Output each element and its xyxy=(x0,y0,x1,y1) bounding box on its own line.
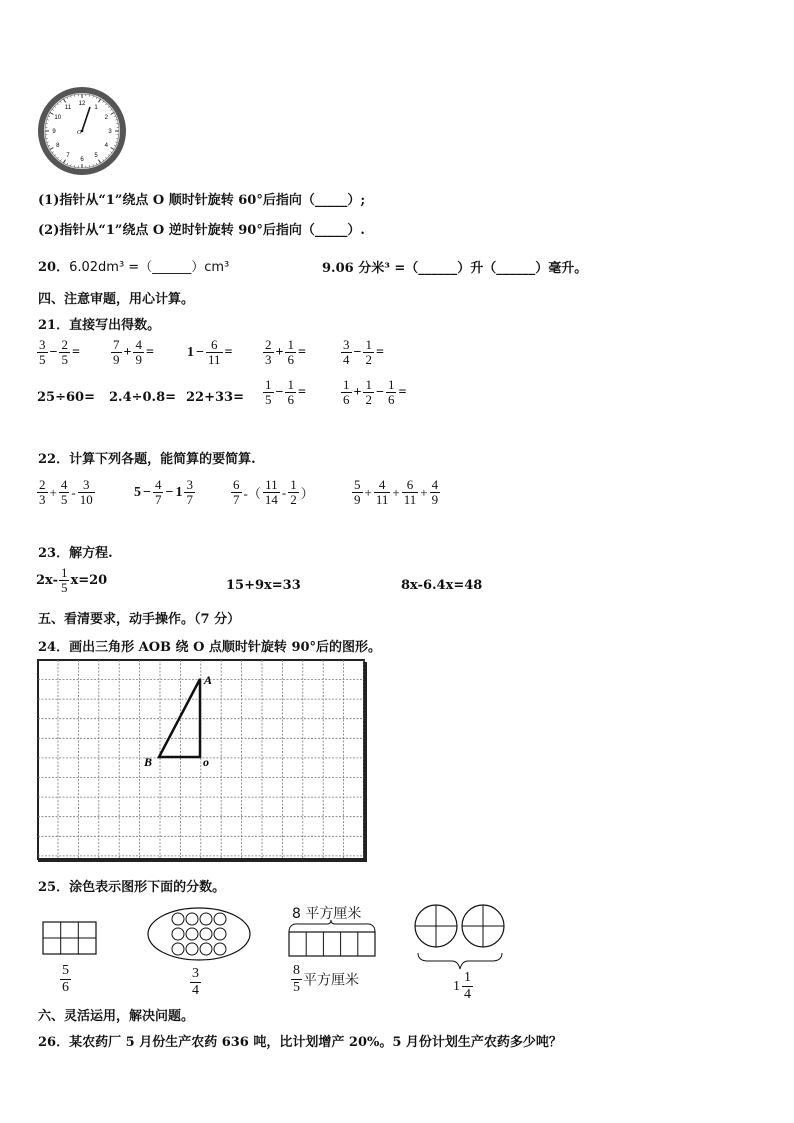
clock-center-label: O xyxy=(77,130,82,136)
q24-title: 24．画出三角形 AOB 绕 O 点顺时针旋转 90°后的图形。 xyxy=(38,640,382,655)
q26-text: 26．某农药厂 5 月份生产农药 636 吨，比计划增产 20%。5 月份计划生产农药多少吨？ xyxy=(38,1035,562,1050)
q21-r1-e1: $\frac{3}{5}$ − $\frac{2}{5}$ = xyxy=(39,337,80,367)
q25-two-circles xyxy=(414,903,508,978)
clock-number: 10 xyxy=(54,115,62,121)
q21-r2-e1: 25÷60= xyxy=(37,390,95,405)
clock-figure xyxy=(37,86,127,176)
q21-r1-e5: $\frac{3}{4}$ − $\frac{1}{2}$ = xyxy=(343,337,384,367)
ellipse-circle xyxy=(214,913,226,925)
q19-part1: (1)指针从“1”绕点 O 顺时针旋转 60°后指向（_____）; xyxy=(38,193,366,208)
q21-r2-e2: 2.4÷0.8= xyxy=(109,390,177,405)
clock-number: 7 xyxy=(66,153,70,160)
q25-rect-grid xyxy=(42,921,98,957)
clock-number: 4 xyxy=(104,143,108,149)
q23-title: 23．解方程. xyxy=(38,546,113,561)
q23-e2: 15+9x=33 xyxy=(226,578,301,593)
q20-a-unit: dm³ =（______）cm³ xyxy=(98,260,230,275)
clock-number: 11 xyxy=(64,104,72,111)
q25-f3-fraction: $\frac{8}{5}$ 平方厘米 xyxy=(293,963,359,995)
ellipse-circle xyxy=(200,943,212,955)
q23-e3: 8x-6.4x=48 xyxy=(401,578,483,593)
q22-e4: $\frac{5}{9}$ + $\frac{4}{11}$ + $\frac{6}{11}$ + $\frac{4}{9}$ xyxy=(354,477,439,507)
q22-e3: $\frac{6}{7}$ -（ $\frac{11}{14}$ - $\frac{1}{2}$ ） xyxy=(233,477,314,507)
ellipse-circle xyxy=(200,913,212,925)
q21-title: 21．直接写出得数。 xyxy=(38,318,161,333)
ellipse-circle xyxy=(214,928,226,940)
q25-bar-with-brace xyxy=(287,920,377,960)
ellipse-circle xyxy=(214,943,226,955)
point-a-label: A xyxy=(204,673,213,687)
clock-number: 12 xyxy=(78,101,86,107)
q25-f3-top-label: 8 平方厘米 xyxy=(292,906,362,922)
clock-number: 5 xyxy=(94,153,98,160)
q23-e1: 2x- $\frac{1}{5}$ x=20 xyxy=(36,565,108,595)
q21-r2-e4: $\frac{1}{5}$ − $\frac{1}{6}$ = xyxy=(265,377,306,407)
q20-part-b: 9.06 分米³ =（______）升（______）毫升。 xyxy=(322,261,588,276)
point-o-label: o xyxy=(203,755,209,769)
ellipse-circle xyxy=(172,913,184,925)
q25-f1-fraction: $\frac{5}{6}$ xyxy=(62,963,69,995)
ellipse-circle xyxy=(186,943,198,955)
clock-number: 3 xyxy=(108,129,112,135)
clock-number: 6 xyxy=(80,157,84,163)
clock-number: 2 xyxy=(104,115,108,121)
q21-r1-e4: $\frac{2}{3}$ + $\frac{1}{6}$ = xyxy=(265,337,306,367)
q24-grid xyxy=(37,659,369,865)
q25-ellipse-circles xyxy=(146,906,252,962)
section4-heading: 四、注意审题，用心计算。 xyxy=(38,292,195,307)
ellipse-circle xyxy=(186,913,198,925)
clock-number: 1 xyxy=(94,104,98,111)
section6-heading: 六、灵活运用，解决问题。 xyxy=(38,1009,195,1024)
q22-e1: $\frac{2}{3}$ + $\frac{4}{5}$ - $\frac{3}{10}$ xyxy=(39,477,93,507)
q25-title: 25．涂色表示图形下面的分数。 xyxy=(38,880,226,895)
section5-heading: 五、看清要求，动手操作。（7 分） xyxy=(38,612,241,627)
q22-e2: 5 − $\frac{4}{7}$ − 1 $\frac{3}{7}$ xyxy=(134,477,193,507)
q20-a-value: 6.02 xyxy=(69,260,99,275)
ellipse-circle xyxy=(172,928,184,940)
ellipse-circle xyxy=(172,943,184,955)
ellipse-circle xyxy=(200,928,212,940)
q21-r2-e5: $\frac{1}{6}$ + $\frac{1}{2}$ − $\frac{1}{6}$ = xyxy=(343,377,407,407)
clock-number: 8 xyxy=(56,143,60,149)
q21-r1-e2: $\frac{7}{9}$ + $\frac{4}{9}$ = xyxy=(113,337,154,367)
q22-title: 22．计算下列各题，能简算的要简算. xyxy=(38,452,256,467)
point-b-label: B xyxy=(144,755,153,769)
clock-number: 9 xyxy=(52,129,56,135)
q20-part-a xyxy=(38,256,229,275)
ellipse-circle xyxy=(186,928,198,940)
q19-part2: (2)指针从“1”绕点 O 逆时针旋转 90°后指向（_____）. xyxy=(38,223,365,238)
q25-f4-fraction: 1 $\frac{1}{4}$ xyxy=(453,970,471,1002)
q25-f2-fraction: $\frac{3}{4}$ xyxy=(192,966,199,998)
q20-number: 20． xyxy=(38,260,70,275)
q25-f3-unit: 平方厘米 xyxy=(303,972,359,989)
q21-r2-e3: 22+33= xyxy=(186,390,244,405)
q21-r1-e3: 1 − $\frac{6}{11}$ = xyxy=(187,337,233,367)
